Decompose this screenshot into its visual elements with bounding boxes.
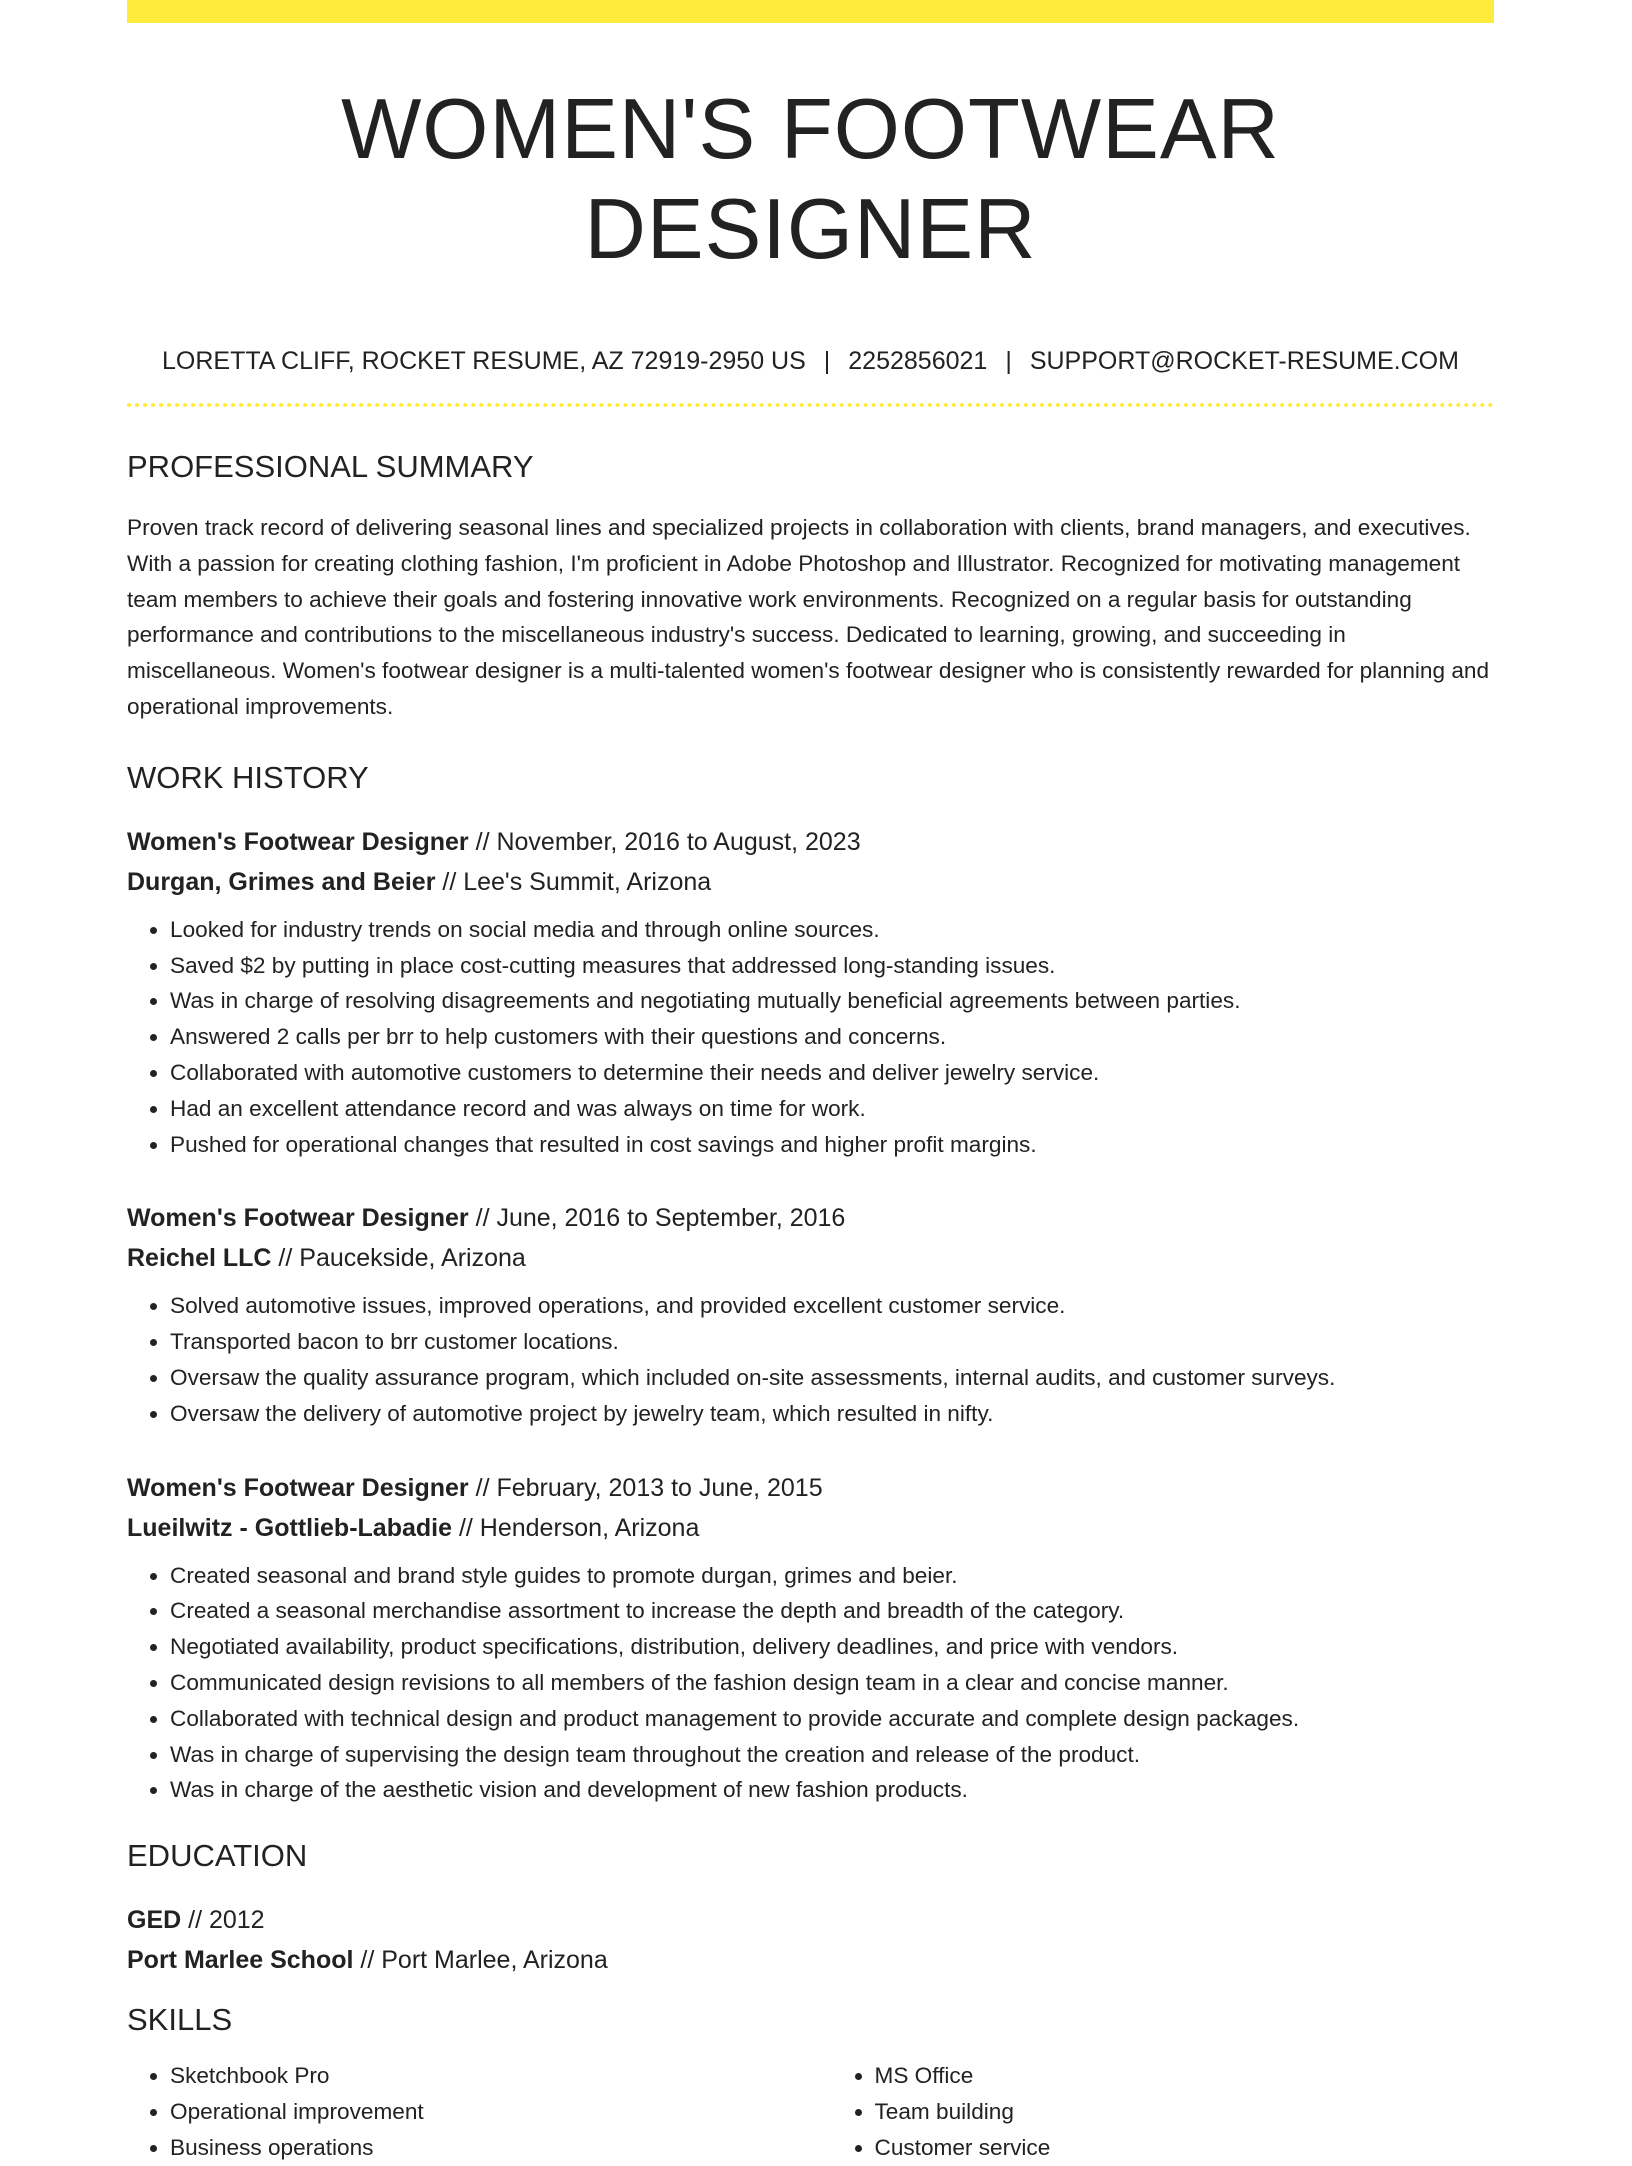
education-entry [127,1900,1494,1980]
education-school: Port Marlee School [127,1946,354,1975]
job-title-line [127,1468,1494,1508]
job-dates: // February, 2013 to June, 2015 [468,1473,823,1502]
job-company: Lueilwitz - Gottlieb-Labadie [127,1513,452,1542]
job-bullet: • Answered 2 calls per brr to help customers with their questions and concerns. [170,1019,1494,1055]
contact-separator: | [1005,347,1012,375]
job-title: Women's Footwear Designer [127,1473,469,1502]
job-entry [127,822,1494,1163]
summary-text: Proven track record of delivering seasonal lines and specialized projects in collaboration with clients, brand managers, and executives. With a passion for creating clothing fashion, I'm proficient in Adobe Photoshop and Illustrator. Recognized for motivating management team members to achieve their goals and fostering innovative work environments. Recognized on a regular basis for outstanding performance and contributions to the miscellaneous industry's success. Dedicated to learning, growing, and succeeding in miscellaneous. Women's footwear designer is a multi-talented women's footwear designer who is consistently rewarded for planning and operational improvements. [127,515,1490,719]
job-bullet: • Oversaw the quality assurance program, which included on-site assessments, internal audits, and customer surveys. [170,1360,1494,1396]
job-title: Women's Footwear Designer [127,1204,469,1233]
job-bullet: • Created seasonal and brand style guides to promote durgan, grimes and beier. [170,1558,1494,1594]
job-bullet: • Communicated design revisions to all members of the fashion design team in a clear and concise manner. [170,1665,1494,1701]
job-bullet: • Created a seasonal merchandise assortment to increase the depth and breadth of the category. [170,1593,1494,1629]
job-bullet: • Collaborated with automotive customers to determine their needs and deliver jewelry service. [170,1055,1494,1091]
contact-phone: 2252856021 [848,347,988,375]
job-title-line [127,822,1494,862]
education-location: // Port Marlee, Arizona [353,1946,608,1975]
contact-address: LORETTA CLIFF, ROCKET RESUME, AZ 72919-2950 US [162,347,806,375]
summary-heading: PROFESSIONAL SUMMARY [127,449,534,484]
resume-content [127,0,1494,2166]
resume-title: WOMEN'S FOOTWEAR DESIGNER [341,82,1280,277]
education-degree: GED [127,1906,182,1935]
skill-item: • Team building [875,2094,1495,2130]
job-bullets [127,1558,1494,1809]
skill-item: • MS Office [875,2058,1495,2094]
job-company: Reichel LLC [127,1244,272,1273]
job-location: // Paucekside, Arizona [271,1244,526,1273]
dotted-divider [127,403,1494,407]
job-company: Durgan, Grimes and Beier [127,867,436,896]
job-title: Women's Footwear Designer [127,827,469,856]
job-bullets [127,912,1494,1163]
education-school-line [127,1940,1494,1980]
job-bullet: • Pushed for operational changes that resulted in cost savings and higher profit margins. [170,1127,1494,1163]
job-bullet: • Was in charge of supervising the design team throughout the creation and release of the product. [170,1737,1494,1773]
job-bullet: • Saved $2 by putting in place cost-cutting measures that addressed long-standing issues. [170,948,1494,984]
job-company-line [127,862,1494,902]
job-bullet: • Was in charge of the aesthetic vision and development of new fashion products. [170,1772,1494,1808]
job-entry [127,1468,1494,1809]
job-bullet: • Solved automotive issues, improved operations, and provided excellent customer service. [170,1288,1494,1324]
job-bullet: • Was in charge of resolving disagreements and negotiating mutually beneficial agreements between parties. [170,983,1494,1019]
education-year: // 2012 [181,1906,265,1935]
skill-item: • Customer service [875,2130,1495,2166]
job-bullet: • Oversaw the delivery of automotive project by jewelry team, which resulted in nifty. [170,1396,1494,1432]
skill-item: • Sketchbook Pro [170,2058,790,2094]
job-bullet: • Negotiated availability, product specifications, distribution, delivery deadlines, and price with vendors. [170,1629,1494,1665]
job-bullet: • Transported bacon to brr customer locations. [170,1324,1494,1360]
job-dates: // June, 2016 to September, 2016 [468,1204,846,1233]
job-bullet: • Collaborated with technical design and product management to provide accurate and complete design packages. [170,1701,1494,1737]
job-bullet: • Had an excellent attendance record and was always on time for work. [170,1091,1494,1127]
contact-line [127,346,1494,376]
job-location: // Lee's Summit, Arizona [435,867,712,896]
contact-separator: | [823,347,831,375]
education-degree-line [127,1900,1494,1940]
education-heading: EDUCATION [127,1838,308,1874]
skills-heading: SKILLS [127,2002,233,2038]
job-bullet: • Looked for industry trends on social media and through online sources. [170,912,1494,948]
job-bullets [127,1288,1494,1431]
job-company-line [127,1508,1494,1548]
job-title-line [127,1198,1494,1238]
job-company-line [127,1238,1494,1278]
work-history-heading: WORK HISTORY [127,759,369,795]
skill-item: • Business operations [170,2130,790,2166]
job-dates: // November, 2016 to August, 2023 [468,827,861,856]
skill-item: • Operational improvement [170,2094,790,2130]
job-location: // Henderson, Arizona [452,1513,700,1542]
contact-email: SUPPORT@ROCKET-RESUME.COM [1029,347,1459,375]
job-entry [127,1198,1494,1431]
